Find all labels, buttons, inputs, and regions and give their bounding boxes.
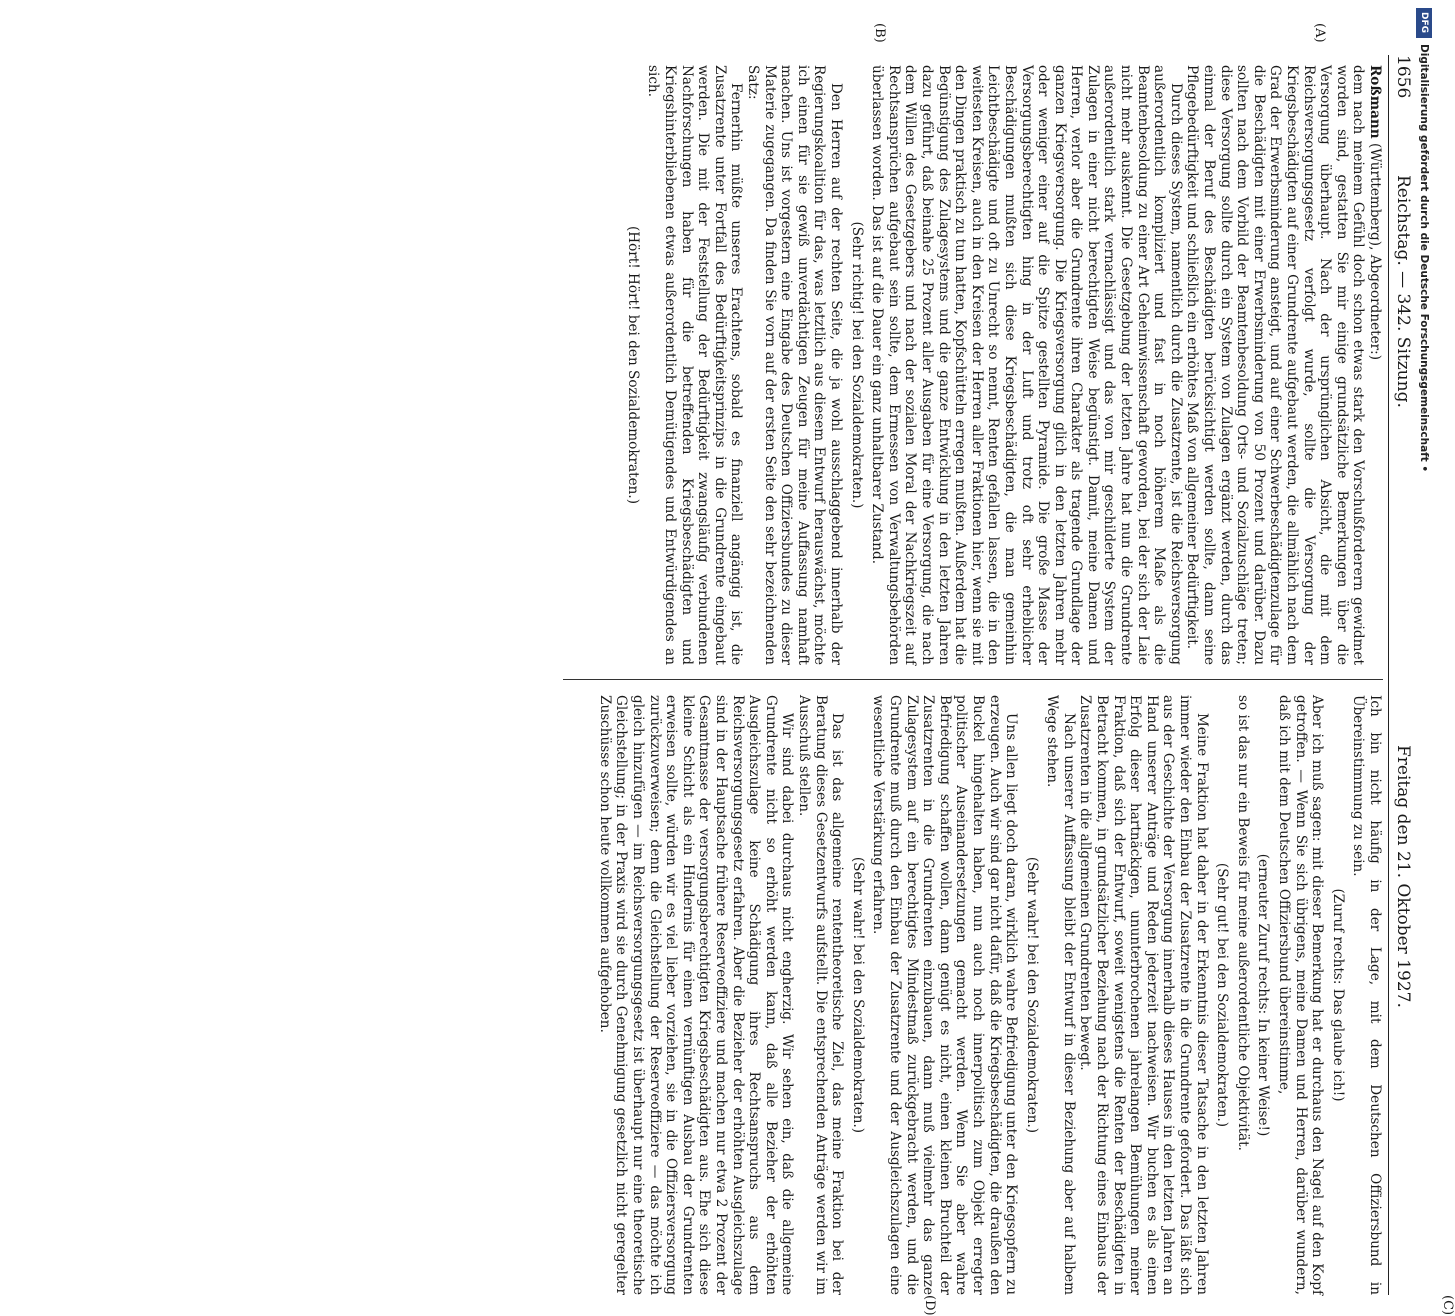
page-number: 1656 [1393, 55, 1413, 99]
paragraph: Fernerhin müßte unseres Erachtens, sobald es finanziell angängig ist, die Zusatzrente unter Fortfall des Bedürftigkeitsprinzips in die Grundrente eingebaut werden. Die mit der Feststellung der Bedürftigkeit zwangsläufig verbundenen Nachforschungen haben für die betreffenden Kriegsbeschädigten und Kriegshinterbliebenen etwas außerordentlich Demütigendes und Entwürdigendes an sich. [645, 65, 745, 665]
header-right-title: Freitag den 21. Oktober 1927. [1393, 745, 1413, 1008]
margin-mark-b: (B) [872, 23, 887, 43]
page-header [1387, 55, 1417, 1008]
paragraph: Durch dieses System, namentlich durch die Zusatzrente, ist die Reichsversorgung außerordentlich kompliziert und fast in noch höherem Maße als die Beamtenbesoldung zu einer Art Geheimwissenschaft geworden, bei der sich der Laie nicht mehr auskennt. Die Gesetzgebung der letzten Jahre hat nun die Grundrente außerordentlich stark vernachlässigt und das von mir geschilderte System der Zulagen in einer nicht berechtigten Weise begünstigt. Damit, meine Damen und Herren, verlor aber die Grundrente ihren Charakter als tragende Grundlage der ganzen Kriegsversorgung. Die Kriegsversorgung glich in den letzten Jahren mehr oder weniger einer auf die Spitze gestellten Pyramide. Die große Masse der Versorgungsberechtigten hing in der Luft und trotz oft sehr erheblicher Beschädigungen mußten sich diese Kriegsbeschädigten, die man gemeinhin Leichtbeschädigte und oft zu Unrecht so nennt, Renten gefallen lassen, die in den weitesten Kreisen, auch in den Kreisen der Herren aller Fraktionen hier, wenn sie mit den Dingen praktisch zu tun hatten, Kopfschütteln erregen mußten. Außerdem hat die Begünstigung des Zulagesystems und die ganze Entwicklung in den letzten Jahren dazu geführt, daß beinahe 25 Prozent aller Ausgaben für eine Versorgung, die nach dem Willen des Gesetzgebers und nach der sozialen Moral der Nachkriegszeit auf Rechtsansprüchen aufgebaut sein sollte, dem Ermessen von Verwaltungsbehörden überlassen worden. Das ist auf die Dauer ein ganz unhaltbarer Zustand. [869, 65, 1184, 665]
interjection: (Sehr wahr! bei den Sozialdemokraten.) [1023, 856, 1040, 1134]
paragraph: Uns allen liegt doch daran, wirklich wahre Befriedigung unter den Kriegsopfern zu erzeugen. Auch wir sind gar nicht dafür, daß die Kriegsbeschädigten, die draußen den Buckel hingehalten haben, nun auch noch innerpolitisch zum Objekt erregter politischer Auseinandersetzungen gemacht werden. Wenn Sie aber wahre Befriedigung schaffen wollen, dann genügt es nicht, einen kleinen Bruchteil der Zusatzrenten in die Grundrenten einzubauen, dann muß vielmehr das ganze Zulagesystem auf ein berechtigtes Mindestmaß zurückgebracht werden, und die Grundrente muß durch den Einbau der Zusatzrente und der Ausgleichszulagen eine wesentliche Verstärkung erfahren. [870, 695, 1020, 1295]
paragraph: so ist das nur ein Beweis für meine außerordentliche Objektivität. [1234, 695, 1251, 1151]
column-separator [563, 679, 1383, 680]
speaker-line [1366, 65, 1383, 665]
interjection: (Zuruf rechts: Das glaube ich!) [1329, 888, 1346, 1102]
interjection: (Sehr gut! bei den Sozialdemokraten.) [1214, 862, 1231, 1128]
paragraph: Nach unserer Auffassung bleibt der Entwurf in dieser Beziehung aber auf halbem Wege stehen. [1044, 695, 1077, 1295]
margin-mark-c: (C) [1440, 1295, 1455, 1316]
paragraph: Das ist das allgemeine rententheoretische Ziel, das meine Fraktion bei der Beratung dieses Gesetzentwurfs aufstellt. Die entsprechenden Anträge werden wir im Ausschuß stellen. [796, 695, 846, 1295]
dfg-logo: DFG [1416, 8, 1432, 38]
interjection: (Sehr wahr! bei den Sozialdemokraten.) [849, 856, 866, 1134]
paragraph: Ich bin nicht häufig in der Lage, mit dem Deutschen Offiziersbund in Übereinstimmung zu sein. [1350, 695, 1383, 1295]
speaker-affiliation: (Württemberg), Abgeordneter:) [1367, 138, 1383, 361]
interjection: (erneuter Zuruf rechts: In keiner Weise!) [1255, 853, 1272, 1137]
paragraph: Wir sind dabei durchaus nicht engherzig. Wir sehen ein, daß die allgemeine Grundrente nicht so erhöht werden kann, daß alle Bezieher der erhöhten Ausgleichszulage keine Schädigung ihres Rechtsanspruchs aus dem Reichsversorgungsgesetz erfahren. Aber die Bezieher der erhöhten Ausgleichszulage sind in der Hauptsache frühere Reserveoffiziere und machen nur etwa 2 Prozent der Gesamtmasse der versorgungsberechtigten Kriegsbeschädigten aus. Ehe sich diese kleine Schicht als ein Hindernis für einen vernünftigen Ausbau der Grundrenten erweisen sollte, würden wir es viel lieber vorziehen, sie in die Offiziersversorgung zurückzuverweisen; denn die Gleichstellung der Reserveoffiziere — das möchte ich gleich hinzufügen — im Reichsversorgungsgesetz ist überhaupt nur eine theoretische Gleichstellung; in der Praxis wird sie durch Genehmigung gesetzlich nicht geregelter Zuschüsse schon heute vollkommen aufgehoben. [596, 695, 796, 1295]
right-column [596, 695, 1383, 1295]
header-left-title: Reichstag. — 342. Sitzung. [1393, 175, 1413, 408]
digitization-credit-bar [1416, 8, 1432, 998]
header-rule [1388, 55, 1389, 1295]
margin-mark-a: (A) [1312, 23, 1327, 43]
paragraph: Aber ich muß sagen: mit dieser Bemerkung hat er durchaus den Nagel auf den Kopf getroffen. — Wenn Sie sich übrigens, meine Damen und Herren, darüber wundern, daß ich mit dem Deutschen Offiziersbund übereinstimme, [1276, 695, 1326, 1295]
paragraph: dem nach meinem Gefühl doch schon etwas stark den Vorschußforderern gewidmet worden sind, gestatten Sie mir einige grundsätzliche Bemerkungen über die Versorgung überhaupt. Nach der ursprünglichen Absicht, die mit dem Reichsversorgungsgesetz verfolgt wurde, sollte die Versorgung der Kriegsbeschädigten auf einer Grundrente aufgebaut werden, die allmählich nach dem Grad der Erwerbsminderung ansteigt, und auf einer Schwerbeschädigtenzulage für die Beschädigten mit einer Erwerbsminderung von 50 Prozent und darüber. Dazu sollten nach dem Vorbild der Beamtenbesoldung Orts- und Sozialzuschläge treten; diese Versorgung sollte durch ein System von Zulagen ergänzt werden, durch das einmal der Beruf des Beschädigten berücksichtigt werden sollte, dann seine Pflegebedürftigkeit und schließlich ein erhöhtes Maß von allgemeiner Bedürftigkeit. [1184, 65, 1367, 665]
interjection: (Hört! Hört! bei den Sozialdemokraten.) [624, 225, 641, 505]
credit-text: Digitalisierung gefördert durch die Deutsche Forschungsgemeinschaft • [1418, 44, 1430, 473]
interjection: (Sehr richtig! bei den Sozialdemokraten.) [848, 221, 865, 509]
paragraph: Meine Fraktion hat daher in der Erkenntnis dieser Tatsache in den letzten Jahren immer wieder den Einbau der Zusatzrente in die Grundrente gefordert. Das läßt sich aus der Geschichte der Versorgung innerhalb dieses Hauses in den letzten Jahren an Hand unserer Anträge und Reden jederzeit nachweisen. Wir buchen es als einen Erfolg dieser hartnäckigen, ununterbrochenen jahrelangen Bemühungen meiner Fraktion, daß sich der Entwurf, soweit wenigstens die Renten der Beschädigten in Betracht kommen, in grundsätzlicher Beziehung nach der Richtung eines Einbaus der Zusatzrenten in die allgemeinen Grundrenten bewegt. [1077, 695, 1210, 1295]
speaker-name: Roßmann [1367, 65, 1383, 139]
left-column [620, 65, 1383, 665]
margin-mark-d: (D) [922, 1295, 937, 1316]
paragraph: Den Herren auf der rechten Seite, die ja wohl ausschlaggebend innerhalb der Regierungskoalition für das, was letztlich aus diesem Entwurf herauswächst, möchte ich einen für sie gewiß unverdächtigen Zeugen für meine Auffassung namhaft machen. Uns ist vorgestern eine Eingabe des Deutschen Offiziersbundes zu dieser Materie zugegangen. Da finden Sie vorn auf der ersten Seite den sehr bezeichnenden Satz: [745, 65, 844, 665]
